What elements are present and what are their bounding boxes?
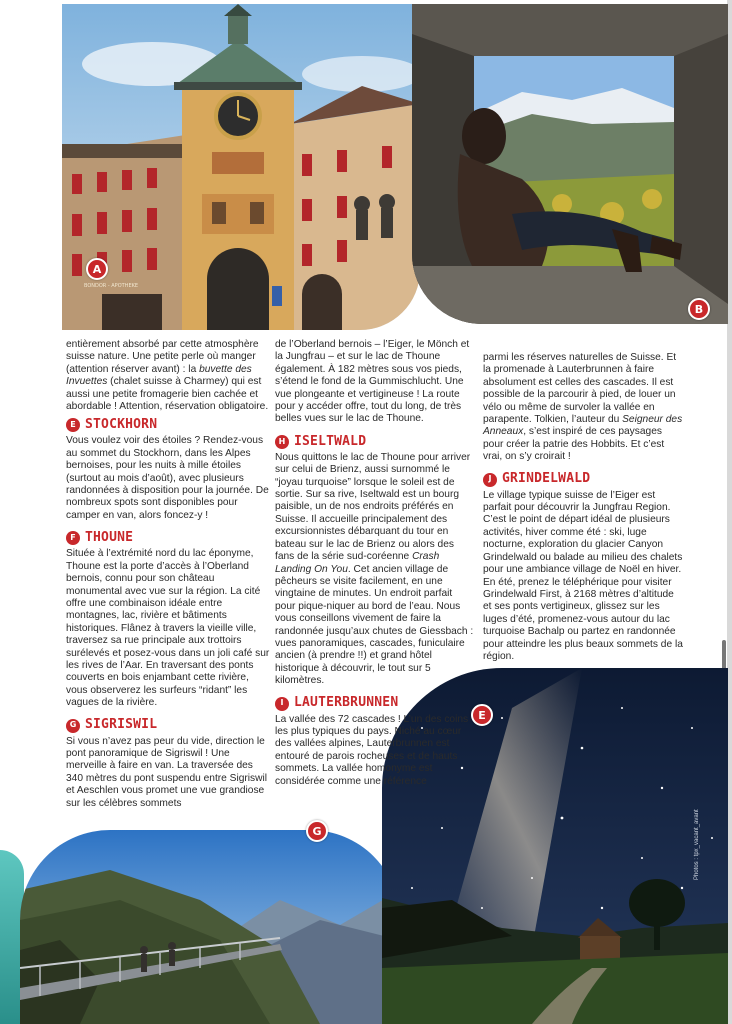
- section-letter-badge: F: [66, 531, 80, 545]
- section-heading-thoune: [66, 531, 270, 545]
- text-column-2: [275, 339, 475, 788]
- section-heading-iseltwald: [275, 435, 475, 449]
- section-title: THOUNE: [85, 530, 134, 546]
- section-text-sigriswil: Si vous n’avez pas peur du vide, direction le pont panoramique de Sigriswil ! Une merveille à faire en van. La traversée des 340 mètres du pont suspendu entre Sigriswil et Aeschlen vous promet une vue grandiose sur les célèbres sommets: [66, 735, 268, 809]
- photo-badge-a: A: [86, 258, 108, 280]
- intro-paragraph: de l’Oberland bernois – l’Eiger, le Mönch et la Jungfrau – et sur le lac de Thoune également. À 182 mètres sous vos pieds, s’étend le fond de la Gummischlucht. Une vue plongeante et vertigineuse ! La route pour y accéder offre, tout du long, de très belles vues sur le lac de Thoune.: [275, 339, 470, 425]
- intro-paragraph: parmi les réserves naturelles de Suisse. Et la promenade à Lauterbrunnen à faire absolument est celles des cascades. Il est possible de la parcourir à pied, de louer un vélo ou même de survoler la vallée en parapente. Tolkien, l’auteur du Seigneur des Anneaux, s’est inspiré de ces paysages pour créer la patrie des Hobbits. Et c’est vrai, on s’y croirait !: [483, 352, 683, 463]
- section-letter-badge: I: [275, 697, 289, 711]
- section-heading-grindelwald: [483, 473, 683, 487]
- section-text-grindelwald: Le village typique suisse de l’Eiger est parfait pour découvrir la Jungfrau Region. C’est le point de départ idéal de plusieurs activités, hiver comme été : ski, luge nocturne, exploration du glacier Canyon Grindelwald ou balade au milieu des chalets pour une ambiance village de Noël en hiver. En été, prenez le téléphérique pour visiter Grindelwald First, à 2168 mètres d’altitude et ses ponts vertigineux, glissez sur les luges d’été, promenez-vous autour du lac turquoise Bachalp ou partez en randonnée pour atteindre les plus beaux sommets de la région.: [483, 489, 683, 662]
- section-letter-badge: J: [483, 473, 497, 487]
- section-text-iseltwald: Nous quittons le lac de Thoune pour arriver sur celui de Brienz, aussi surnommé le “joyau turquoise” lorsque le soleil est de sortie. Sur sa rive, Iseltwald est un bourg paisible, un de nos endroits préférés en Suisse. Il accueille principalement des excursionnistes débarquant du tour en bateau sur le lac de Brienz ou alors des fans de la série sud-coréenne Crash Landing On You. Cet ancien village de pêcheurs se visite facilement, en une vingtaine de minutes. Un endroit parfait pour pique-niquer au bord de l’eau. Nous vous conseillons vivement de faire la randonnée jusqu’aux chutes de Giessbach : vues panoramiques, cascades, funiculaire ancien (à prendre !!) et grand hôtel historique à découvrir, le tout sur 5 kilomètres.: [275, 451, 474, 687]
- section-heading-sigriswil: [66, 719, 270, 733]
- section-title: STOCKHORN: [85, 417, 158, 433]
- photo-woman-window: [412, 4, 728, 324]
- section-text-lauterbrunnen: La vallée des 72 cascades ! L’un des coins les plus typiques du pays. Niché au cœur des vallées alpines, Lauterbrunnen est entouré de parois rocheuses et de hauts sommets. La vallée homonyme est considérée comme une référence: [275, 713, 469, 787]
- section-letter-badge: G: [66, 719, 80, 733]
- text-column-3: [483, 352, 683, 663]
- photo-badge-e: E: [471, 704, 493, 726]
- section-heading-stockhorn: [66, 418, 270, 432]
- section-title: GRINDELWALD: [502, 471, 591, 487]
- section-letter-badge: E: [66, 418, 80, 432]
- photo-clock-tower: [62, 4, 420, 330]
- text-column-1: [66, 339, 270, 810]
- photo-badge-g: G: [306, 820, 328, 842]
- section-title: SIGRISWIL: [85, 717, 158, 733]
- photo-credit: Photos : tpx_vacant_avant: [694, 809, 700, 880]
- photo-suspension-bridge: [20, 830, 400, 1024]
- section-title: ISELTWALD: [294, 433, 367, 449]
- section-title: LAUTERBRUNNEN: [294, 695, 399, 711]
- photo-badge-b: B: [688, 298, 710, 320]
- section-text-stockhorn: Vous voulez voir des étoiles ? Rendez-vous au sommet du Stockhorn, dans les Alpes bernoises, pour les nuits à mille étoiles (surtout au mois d’août), avec plusieurs randonnées à disposition pour la journée. De nombreux spots sont disponibles pour camper en van, alors foncez-y !: [66, 435, 269, 521]
- intro-paragraph: entièrement absorbé par cette atmosphère suisse nature. Une petite perle où manger (attention réserver avant) : la buvette des Invuettes (chalet suisse à Charmey) qui est aussi une petite fromagerie bien cachée et abordable ! Attention, réservation obligatoire.: [66, 339, 269, 413]
- section-heading-lauterbrunnen: [275, 697, 475, 711]
- section-letter-badge: H: [275, 435, 289, 449]
- shop-sign: BONDOR - APOTHEKE: [84, 283, 139, 289]
- section-text-thoune: Située à l’extrémité nord du lac éponyme, Thoune est la porte d’accès à l’Oberland bernois, connu pour son château monumental avec vue sur la région. La cité offre une combinaison idéale entre montagnes, lac, rivière et bâtiments historiques. Flânez à travers la vieille ville, traversez sa rue principale aux trottoirs surélevés et posez-vous dans un joli café sur les rives de l’Aar. En traversant des ponts couverts en bois enjambant cette rivière, vous observerez les surfeurs “ridant” les vagues de la rivière.: [66, 548, 270, 709]
